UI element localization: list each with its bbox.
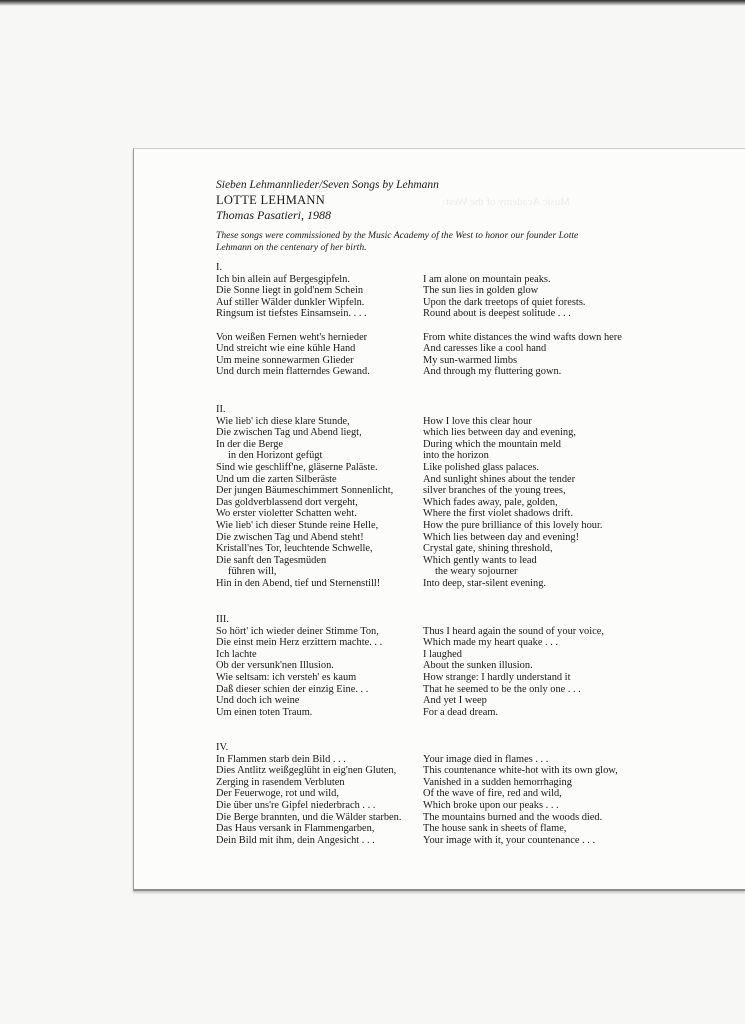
verse-line: My sun-warmed limbs bbox=[423, 354, 518, 366]
verse-line: which lies between day and evening, bbox=[423, 427, 576, 439]
verse-line: Die zwischen Tag und Abend liegt, bbox=[216, 427, 362, 439]
verse-line: Your image with it, your countenance . . . bbox=[423, 834, 596, 846]
song-2-numeral: II. bbox=[216, 404, 226, 415]
verse-line: into the horizon bbox=[423, 450, 489, 462]
verse-line: Of the wave of fire, red and wild, bbox=[423, 788, 562, 800]
song-1-german bbox=[216, 262, 370, 378]
verse-line: Vanished in a sudden hemorrhaging bbox=[423, 776, 572, 788]
verse-line: Zerging in rasendem Verbluten bbox=[216, 776, 345, 788]
verse-line: That he seemed to be the only one . . . bbox=[423, 683, 581, 695]
verse-line: Auf stiller Wälder dunkler Wipfeln. bbox=[216, 296, 365, 308]
verse-line: How I love this clear hour bbox=[423, 415, 532, 427]
german-lines bbox=[216, 274, 370, 378]
verse-line: In der die Berge bbox=[216, 438, 284, 450]
verse-line: How the pure brilliance of this lovely hour. bbox=[423, 519, 603, 531]
german-lines bbox=[216, 754, 401, 847]
verse-line: Die Sonne liegt in gold'nem Schein bbox=[216, 285, 364, 297]
song-3-english bbox=[423, 626, 604, 719]
scan-edge-shadow bbox=[0, 0, 745, 6]
verse-line: Ich bin allein auf Bergesgipfeln. bbox=[216, 273, 350, 285]
verse-line: Die zwischen Tag und Abend steht! bbox=[216, 531, 364, 543]
verse-line: Wie lieb' ich dieser Stunde reine Helle, bbox=[216, 519, 379, 531]
song-1-numeral: I. bbox=[216, 262, 223, 273]
verse-line: The house sank in sheets of flame, bbox=[423, 823, 567, 835]
song-3-german bbox=[216, 614, 382, 718]
verse-line: Der jungen Bäumeschimmert Sonnenlicht, bbox=[216, 485, 394, 497]
german-lines bbox=[216, 416, 393, 590]
verse-line: Das goldverblassend dort vergeht, bbox=[216, 496, 358, 508]
verse-line: In Flammen starb dein Bild . . . bbox=[216, 753, 346, 765]
program-title: Sieben Lehmannlieder/Seven Songs by Lehmann bbox=[216, 179, 439, 191]
verse-line: Um einen toten Traum. bbox=[216, 706, 313, 718]
verse-line: Wie seltsam: ich versteh' es kaum bbox=[216, 671, 357, 683]
verse-line: Dein Bild mit ihm, dein Angesicht . . . bbox=[216, 834, 375, 846]
verse-line: The mountains burned and the woods died. bbox=[423, 811, 603, 823]
document-header bbox=[216, 178, 439, 223]
verse-line: Upon the dark treetops of quiet forests. bbox=[423, 296, 586, 308]
verse-line: And through my fluttering gown. bbox=[423, 366, 562, 378]
poet-name: LOTTE LEHMANN bbox=[216, 193, 326, 207]
song-2-german bbox=[216, 404, 393, 590]
song-4-german bbox=[216, 742, 401, 846]
verse-line: Und um die zarten Silberäste bbox=[216, 473, 337, 485]
verse-line bbox=[423, 320, 622, 332]
verse-line: And caresses like a cool hand bbox=[423, 343, 547, 355]
show-through-text: Music Academy of the West bbox=[445, 196, 570, 208]
verse-line: Ich lachte bbox=[216, 648, 257, 660]
verse-line: Like polished glass palaces. bbox=[423, 461, 539, 473]
verse-line: Von weißen Fernen weht's hernieder bbox=[216, 331, 368, 343]
verse-line: Und doch ich weine bbox=[216, 695, 300, 707]
verse-line: Where the first violet shadows drift. bbox=[423, 508, 574, 520]
verse-line: From white distances the wind wafts down here bbox=[423, 331, 622, 343]
verse-line: Your image died in flames . . . bbox=[423, 753, 549, 765]
verse-line: Daß dieser schien der einzig Eine. . . bbox=[216, 683, 369, 695]
verse-line: Into deep, star-silent evening. bbox=[423, 577, 546, 589]
verse-line: the weary sojourner bbox=[435, 566, 518, 578]
verse-line: Die einst mein Herz erzittern machte. . . bbox=[216, 637, 383, 649]
verse-line: During which the mountain meld bbox=[423, 438, 561, 450]
verse-line: Und durch mein flatterndes Gewand. bbox=[216, 366, 370, 378]
verse-line: Round about is deepest solitude . . . bbox=[423, 308, 571, 320]
verse-line: Wo erster violetter Schatten weht. bbox=[216, 508, 357, 520]
verse-line: The sun lies in golden glow bbox=[423, 285, 539, 297]
verse-line: Crystal gate, shining threshold, bbox=[423, 543, 553, 555]
verse-line: Ringsum ist tiefstes Einsamsein. . . . bbox=[216, 308, 367, 320]
verse-line: How strange: I hardly understand it bbox=[423, 671, 571, 683]
verse-line: And sunlight shines about the tender bbox=[423, 473, 576, 485]
verse-line: Die über uns're Gipfel niederbrach . . . bbox=[216, 799, 376, 811]
verse-line: in den Horizont gefügt bbox=[228, 450, 323, 462]
verse-line: Which gently wants to lead bbox=[423, 554, 537, 566]
english-lines bbox=[423, 416, 603, 590]
verse-line: Sind wie geschliff'ne, gläserne Paläste. bbox=[216, 461, 378, 473]
song-1-english bbox=[423, 274, 622, 378]
verse-line: führen will, bbox=[228, 566, 277, 578]
verse-line: Um meine sonnewarmen Glieder bbox=[216, 354, 354, 366]
verse-line: Die sanft den Tagesmüden bbox=[216, 554, 327, 566]
verse-line: silver branches of the young trees, bbox=[423, 485, 566, 497]
commission-note: These songs were commissioned by the Music Academy of the West to honor our founder Lotte Lehmann on the centenary of her birth. bbox=[216, 230, 579, 253]
verse-line: Thus I heard again the sound of your voice, bbox=[423, 625, 604, 637]
verse-line: Ob der versunk'nen Illusion. bbox=[216, 660, 334, 672]
song-4-numeral: IV. bbox=[216, 742, 229, 753]
verse-line: Which broke upon our peaks . . . bbox=[423, 799, 559, 811]
english-lines bbox=[423, 754, 618, 847]
song-2-english bbox=[423, 416, 603, 590]
verse-line: Which lies between day and evening! bbox=[423, 531, 580, 543]
verse-line: Die Berge brannten, und die Wälder starben. bbox=[216, 811, 402, 823]
verse-line: Das Haus versank in Flammengarben, bbox=[216, 823, 375, 835]
verse-line: About the sunken illusion. bbox=[423, 660, 533, 672]
verse-line: Which fades away, pale, golden, bbox=[423, 496, 558, 508]
german-lines bbox=[216, 626, 382, 719]
verse-line: Which made my heart quake . . . bbox=[423, 637, 559, 649]
verse-line: For a dead dream. bbox=[423, 706, 499, 718]
verse-line bbox=[216, 320, 370, 332]
verse-line: So hört' ich wieder deiner Stimme Ton, bbox=[216, 625, 379, 637]
english-lines bbox=[423, 626, 604, 719]
verse-line: Und streicht wie eine kühle Hand bbox=[216, 343, 356, 355]
verse-line: Kristall'nes Tor, leuchtende Schwelle, bbox=[216, 543, 373, 555]
verse-line: And yet I weep bbox=[423, 695, 487, 707]
verse-line: Wie lieb' ich diese klare Stunde, bbox=[216, 415, 350, 427]
song-3-numeral: III. bbox=[216, 614, 229, 625]
verse-line: Dies Antlitz weißgeglüht in eig'nen Gluten, bbox=[216, 765, 397, 777]
verse-line: I am alone on mountain peaks. bbox=[423, 273, 551, 285]
composer-credit: Thomas Pasatieri, 1988 bbox=[216, 208, 332, 222]
verse-line: Der Feuerwoge, rot und wild, bbox=[216, 788, 339, 800]
verse-line: This countenance white-hot with its own glow, bbox=[423, 765, 618, 777]
song-4-english bbox=[423, 754, 618, 847]
english-lines bbox=[423, 274, 622, 378]
verse-line: Hin in den Abend, tief und Sternenstill! bbox=[216, 577, 381, 589]
verse-line: I laughed bbox=[423, 648, 462, 660]
